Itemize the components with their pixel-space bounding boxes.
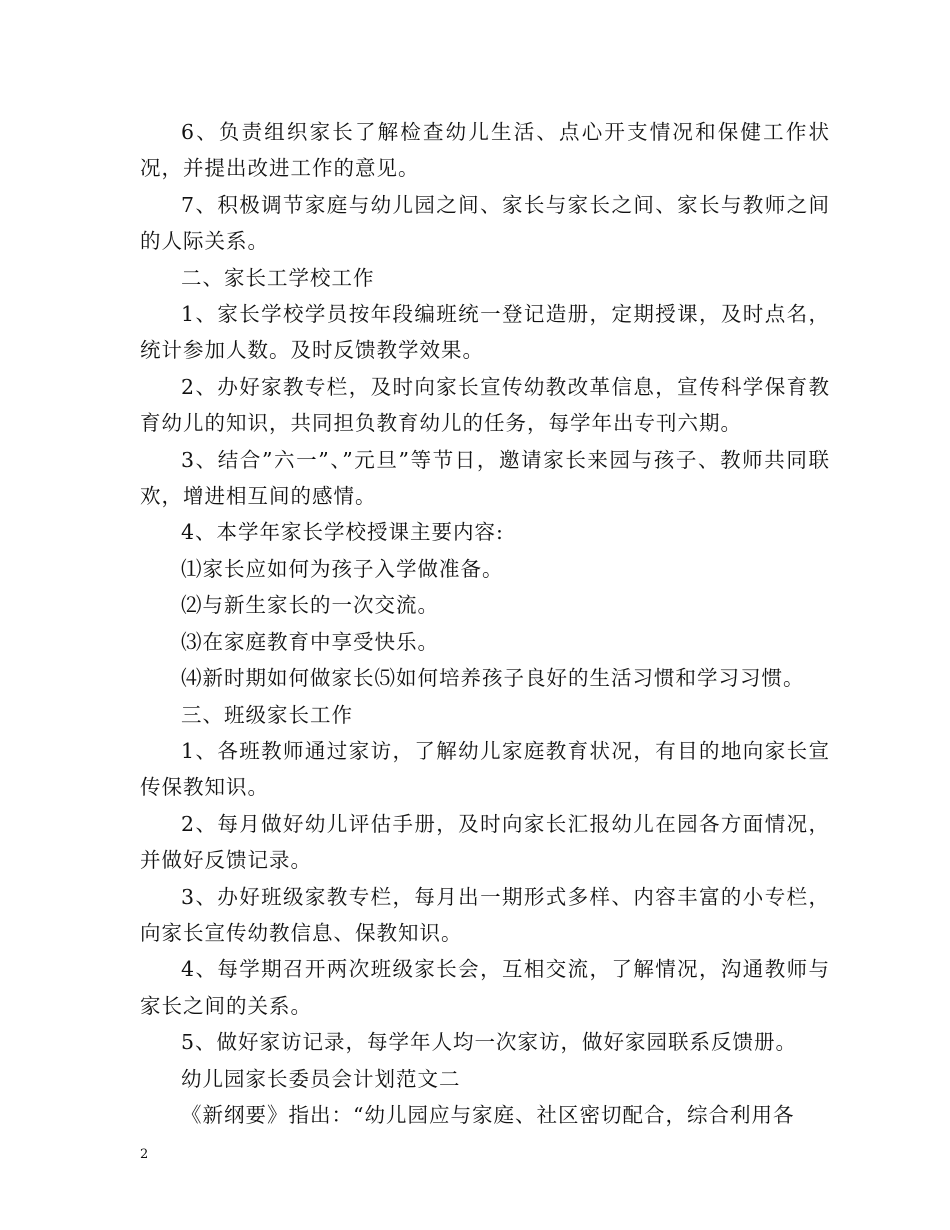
list-item: ⑴家长应如何为孩子入学做准备。 [181,556,504,581]
list-item: ⑷新时期如何做家长⑸如何培养孩子良好的生活习惯和学习习惯。 [181,666,805,691]
paragraph: 1、各班教师通过家访，了解幼儿家庭教育状况，有目的地向家长宣传保教知识。 [140,738,830,800]
paragraph: 《新纲要》指出：“幼儿园应与家庭、社区密切配合，综合利用各 [181,1102,795,1127]
paragraph: 6、负责组织家长了解检查幼儿生活、点心开支情况和保健工作状况，并提出改进工作的意见。 [140,120,830,181]
list-item: ⑵与新生家长的一次交流。 [181,593,439,618]
document-body [140,114,830,1133]
section-title: 幼儿园家长委员会计划范文二 [181,1066,461,1091]
paragraph: 1、家长学校学员按年段编班统一登记造册，定期授课，及时点名，统计参加人数。及时反馈教学效果。 [140,302,830,363]
page-number: 2 [140,1147,149,1162]
section-heading: 二、家长工学校工作 [181,265,375,290]
paragraph: 2、每月做好幼儿评估手册，及时向家长汇报幼儿在园各方面情况，并做好反馈记录。 [140,811,830,873]
list-item: ⑶在家庭教育中享受快乐。 [181,629,439,654]
paragraph: 4、本学年家长学校授课主要内容: [181,520,504,545]
paragraph: 7、积极调节家庭与幼儿园之间、家长与家长之间、家长与教师之间的人际关系。 [140,192,830,254]
paragraph: 4、每学期召开两次班级家长会，互相交流，了解情况，沟通教师与家长之间的关系。 [140,957,830,1018]
paragraph: 3、结合”六一”、”元旦”等节日，邀请家长来园与孩子、教师共同联欢，增进相互间的感情。 [140,447,830,509]
section-heading: 三、班级家长工作 [181,702,353,727]
paragraph: 2、办好家教专栏，及时向家长宣传幼教改革信息，宣传科学保育教育幼儿的知识，共同担负教育幼儿的任务，每学年出专刊六期。 [140,374,830,436]
paragraph: 3、办好班级家教专栏，每月出一期形式多样、内容丰富的小专栏，向家长宣传幼教信息、保教知识。 [140,884,830,945]
paragraph: 5、做好家访记录，每学年人均一次家访，做好家园联系反馈册。 [181,1030,798,1055]
